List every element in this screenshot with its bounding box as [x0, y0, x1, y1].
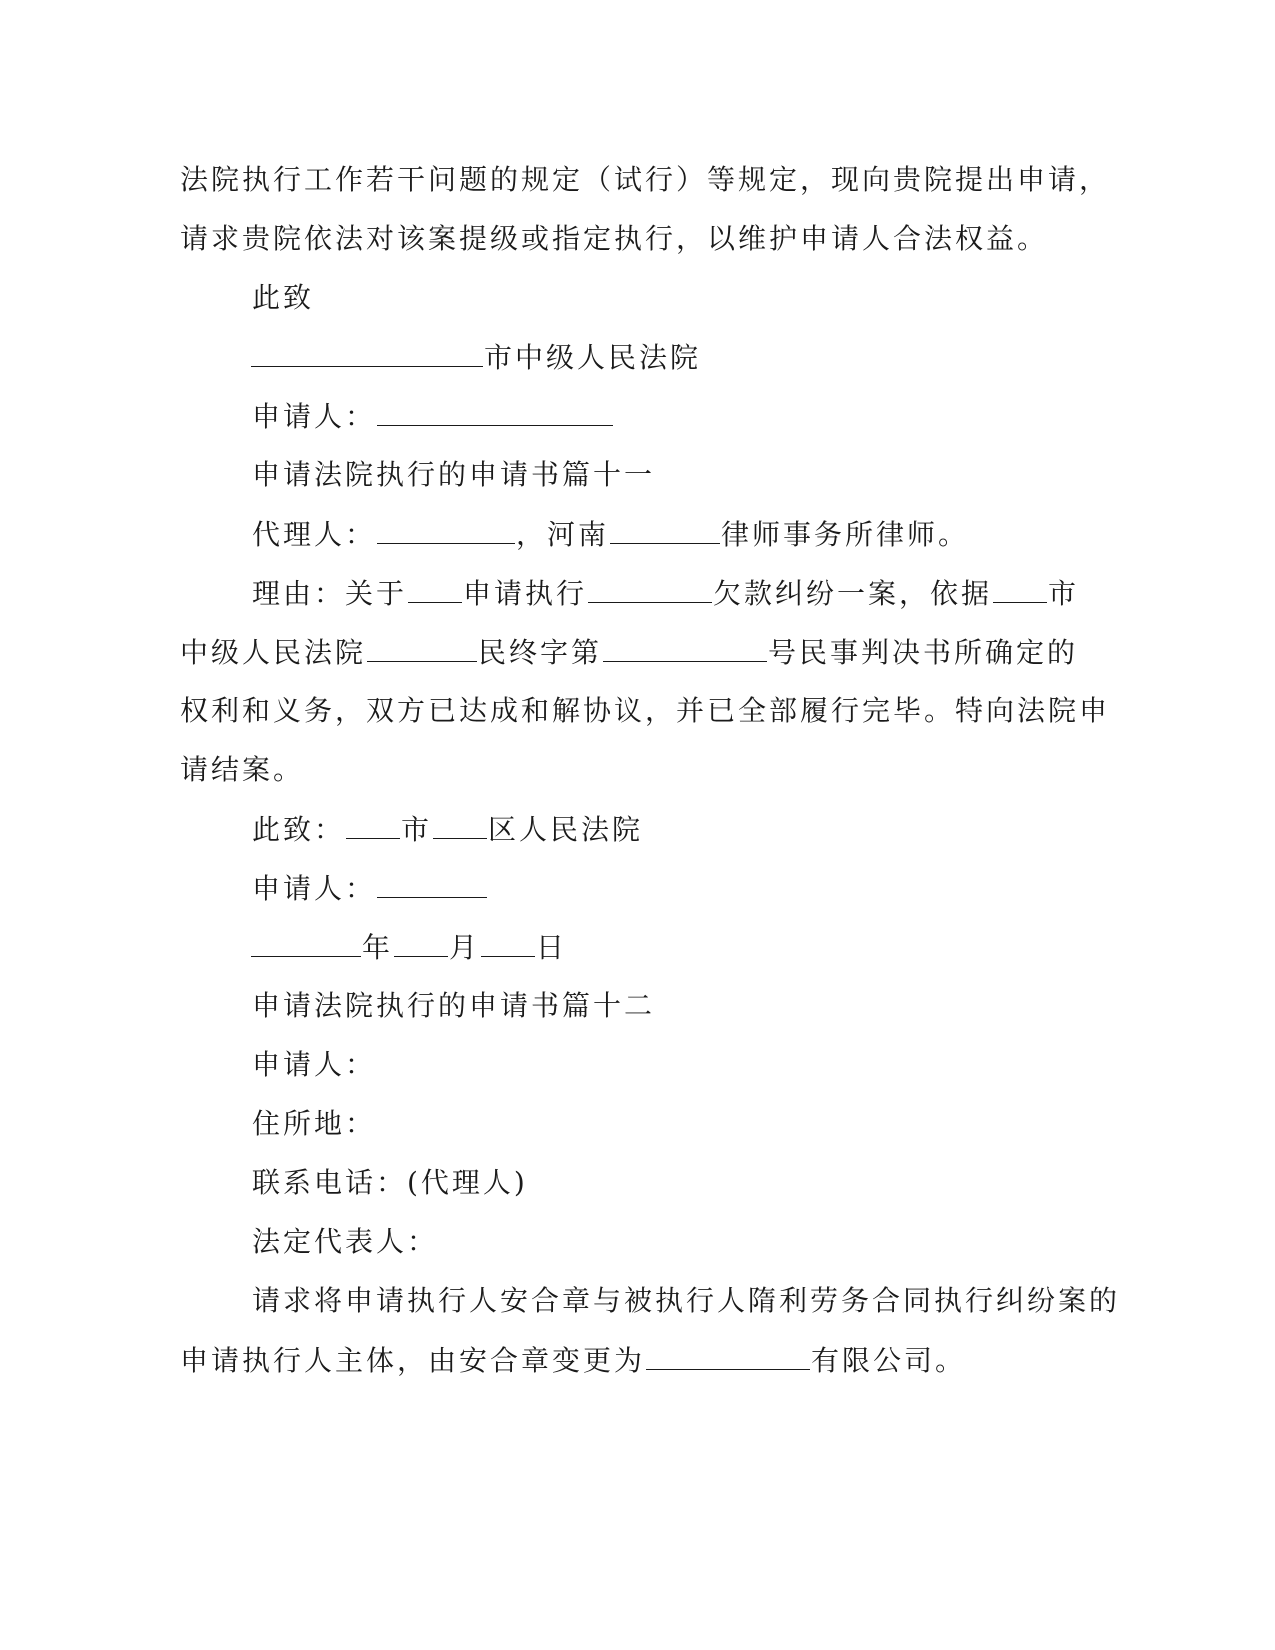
blank-field	[588, 576, 712, 603]
text: 中级人民法院	[180, 636, 367, 669]
paragraph-line	[180, 163, 1110, 197]
paragraph-line	[252, 1284, 1120, 1318]
text: 日	[536, 931, 568, 964]
field-label	[252, 1107, 376, 1141]
applicant-line	[252, 871, 488, 906]
text: 申请法院执行的申请书篇十一	[252, 458, 656, 491]
text: 号民事判决书所确定的	[768, 636, 1079, 669]
text: 法定代表人：	[252, 1225, 439, 1258]
blank-field	[394, 930, 448, 957]
text: 法院执行工作若干问题的规定（试行）等规定，现向贵院提出申请，	[180, 163, 1111, 196]
blank-field	[603, 635, 767, 662]
blank-field	[377, 517, 515, 544]
text: 市	[1048, 577, 1080, 610]
text: 民终字第	[478, 636, 603, 669]
blank-field	[251, 930, 361, 957]
text: 申请人：	[252, 400, 377, 433]
field-label	[252, 1166, 528, 1200]
salutation	[252, 812, 643, 847]
text: 此致	[252, 281, 315, 314]
blank-field	[610, 517, 720, 544]
text: 请求将申请执行人安合章与被执行人隋利劳务合同执行纠纷案的	[252, 1284, 1121, 1317]
paragraph-line	[180, 1343, 966, 1378]
paragraph-line	[180, 222, 1048, 256]
text: 月	[449, 931, 481, 964]
paragraph-line	[180, 694, 1110, 728]
text: 市	[401, 813, 433, 846]
blank-field	[481, 930, 535, 957]
text: 申请人：	[252, 1048, 377, 1081]
blank-field	[646, 1343, 810, 1370]
text: 联系电话：(代理人)	[252, 1166, 528, 1199]
blank-field	[251, 340, 483, 367]
blank-field	[367, 635, 477, 662]
blank-field	[433, 812, 487, 839]
text: 住所地：	[252, 1107, 377, 1140]
text: 年	[362, 931, 394, 964]
paragraph-line	[180, 635, 1078, 670]
text: 欠款纠纷一案，依据	[713, 577, 993, 610]
text: 权利和义务，双方已达成和解协议，并已全部履行完毕。特向法院申	[180, 694, 1111, 727]
section-heading	[252, 989, 655, 1023]
text: 区人民法院	[488, 813, 644, 846]
date-line	[250, 930, 567, 965]
agent-line	[252, 517, 969, 552]
text: 理由：关于	[252, 577, 408, 610]
text: 有限公司。	[811, 1344, 967, 1377]
text: 请求贵院依法对该案提级或指定执行，以维护申请人合法权益。	[180, 222, 1049, 255]
salutation	[252, 281, 314, 315]
blank-field	[377, 871, 487, 898]
text: 申请执行	[463, 577, 588, 610]
text: 申请法院执行的申请书篇十二	[252, 989, 656, 1022]
text: ，河南	[516, 518, 610, 551]
text: 请结案。	[180, 753, 305, 786]
blank-field	[377, 399, 613, 426]
text: 此致：	[252, 813, 346, 846]
text: 市中级人民法院	[484, 341, 702, 374]
paragraph-line	[180, 753, 304, 787]
text: 律师事务所律师。	[721, 518, 970, 551]
blank-field	[993, 576, 1047, 603]
court-line	[250, 340, 701, 375]
blank-field	[408, 576, 462, 603]
field-label	[252, 1048, 376, 1082]
section-heading	[252, 458, 655, 492]
blank-field	[346, 812, 400, 839]
text: 代理人：	[252, 518, 377, 551]
paragraph-line	[252, 576, 1079, 611]
text: 申请人：	[252, 872, 377, 905]
field-label	[252, 1225, 438, 1259]
text: 申请执行人主体，由安合章变更为	[180, 1344, 646, 1377]
applicant-line	[252, 399, 614, 434]
